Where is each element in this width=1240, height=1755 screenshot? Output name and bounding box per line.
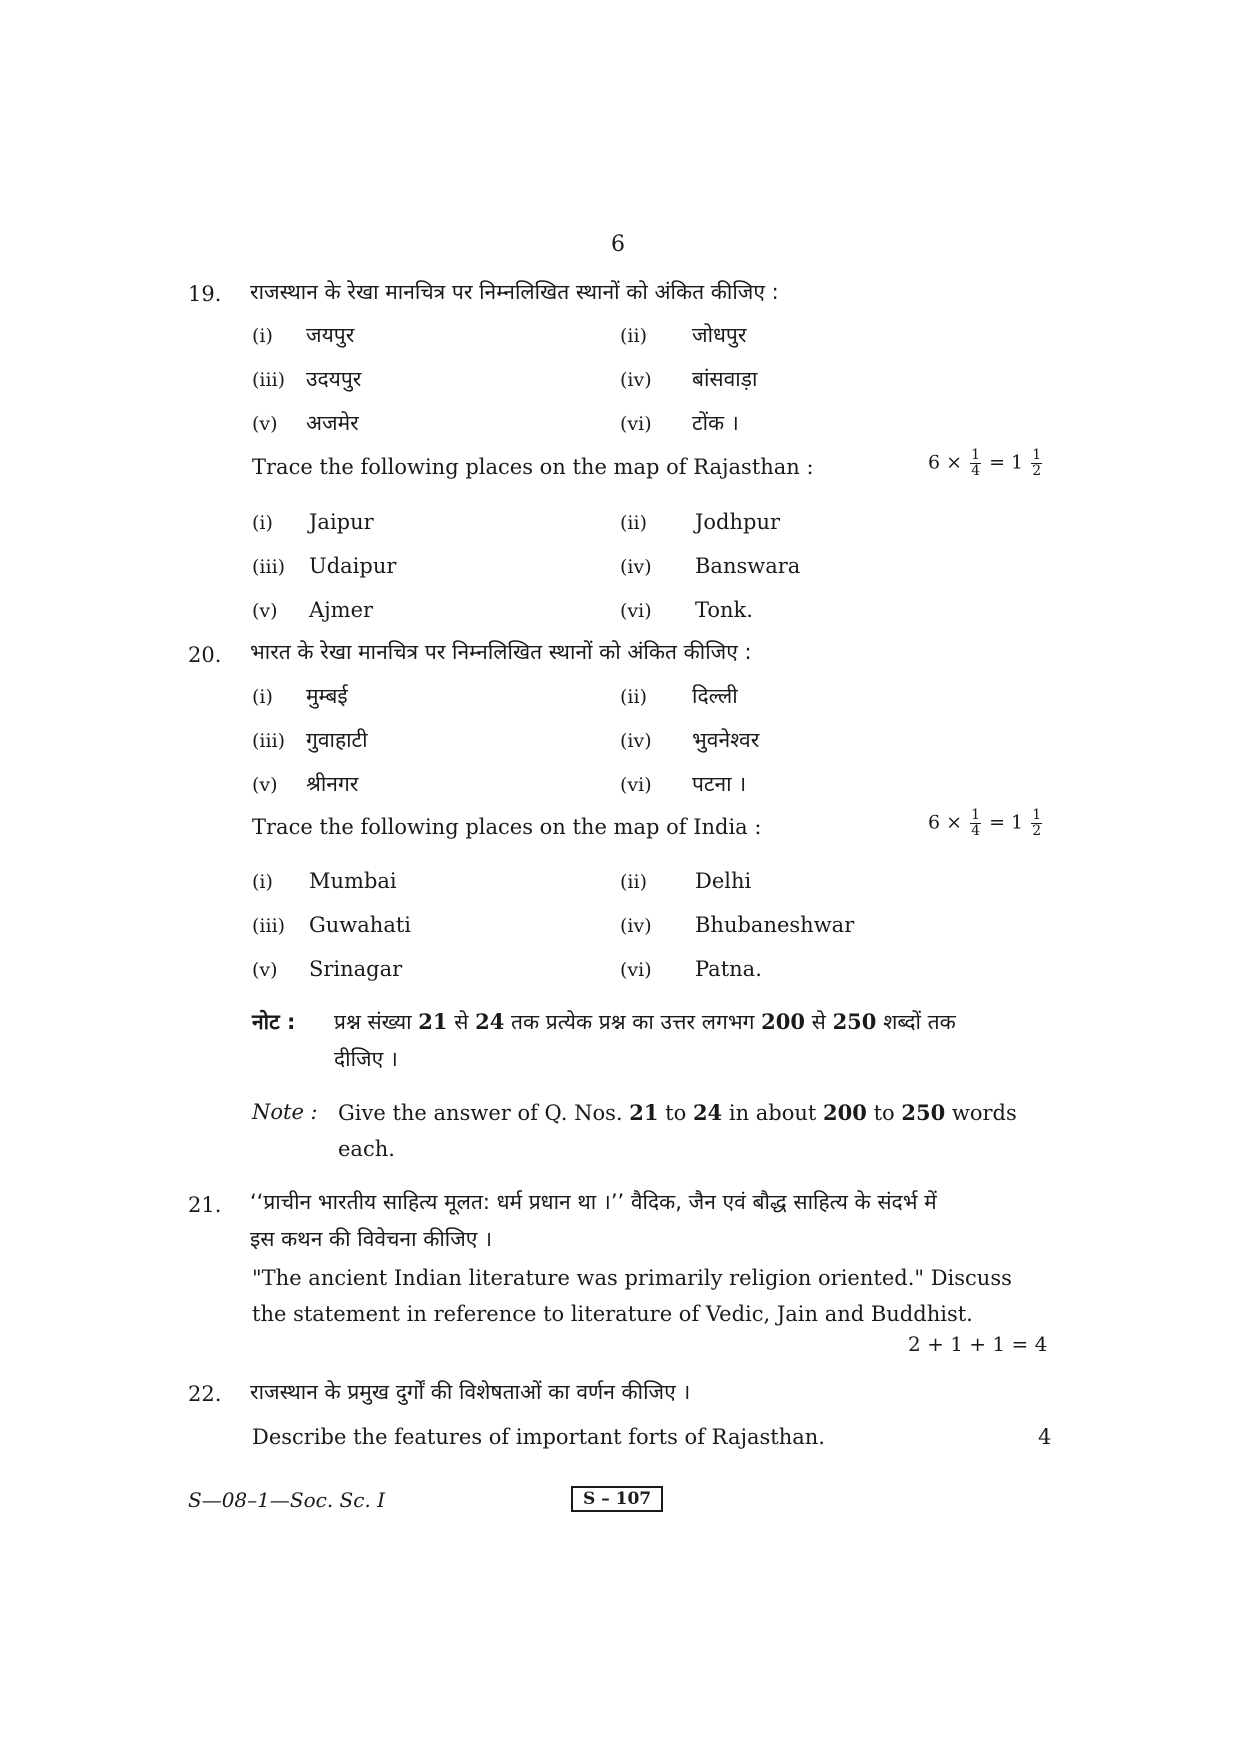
note-label: नोट : <box>252 1010 296 1034</box>
item-number: (iv) <box>620 730 652 752</box>
item-text-english: Jaipur <box>309 510 374 534</box>
question-text-english: Trace the following places on the map of India : <box>252 815 762 839</box>
fraction: $\frac{1}{2}$ <box>1032 447 1042 479</box>
item-number: (vi) <box>620 774 652 796</box>
item-text-hindi: जोधपुर <box>692 323 747 347</box>
item-text-english: Srinagar <box>309 957 403 981</box>
question-number: 22. <box>188 1382 222 1406</box>
item-number: (i) <box>252 686 273 708</box>
item-number: (vi) <box>620 413 652 435</box>
marks: 4 <box>1038 1425 1052 1449</box>
item-text-hindi: भुवनेश्वर <box>692 728 760 752</box>
item-text-english: Ajmer <box>309 598 374 622</box>
item-number: (iv) <box>620 556 652 578</box>
item-text-hindi: टोंक । <box>692 411 739 435</box>
item-number: (ii) <box>620 686 647 708</box>
item-text-english: Jodhpur <box>695 510 781 534</box>
item-number: (i) <box>252 871 273 893</box>
question-text-hindi-line1: ‘‘प्राचीन भारतीय साहित्य मूलत: धर्म प्रधान था ।’’ वैदिक, जैन एवं बौद्ध साहित्य के संदर्भ में <box>250 1190 937 1214</box>
serial-code-box: S – 107 <box>571 1486 663 1512</box>
item-number: (iv) <box>620 369 652 391</box>
fraction: $\frac{1}{2}$ <box>1032 807 1042 839</box>
marks: 2 + 1 + 1 = 4 <box>908 1332 1048 1356</box>
note-text-line2: दीजिए । <box>334 1047 398 1071</box>
item-text-hindi: बांसवाड़ा <box>692 367 758 391</box>
item-text-english: Patna. <box>695 957 762 981</box>
item-number: (iii) <box>252 556 286 578</box>
fraction: $\frac{1}{4}$ <box>971 447 981 479</box>
question-text-hindi: राजस्थान के प्रमुख दुर्गों की विशेषताओं का वर्णन कीजिए । <box>250 1380 691 1404</box>
item-number: (iii) <box>252 369 286 391</box>
item-text-english: Udaipur <box>309 554 397 578</box>
item-text-english: Tonk. <box>695 598 753 622</box>
item-number: (iii) <box>252 915 286 937</box>
item-text-english: Banswara <box>695 554 801 578</box>
item-text-hindi: पटना । <box>692 772 747 796</box>
marks-multiplier: 6 × <box>928 811 963 834</box>
marks-equals: = 1 <box>989 811 1024 834</box>
item-number: (i) <box>252 325 273 347</box>
item-text-english: Mumbai <box>309 869 397 893</box>
question-text-english-line2: the statement in reference to literature of Vedic, Jain and Buddhist. <box>252 1302 973 1326</box>
paper-code: S—08–1—Soc. Sc. I <box>188 1488 386 1512</box>
item-number: (ii) <box>620 871 647 893</box>
item-text-hindi: जयपुर <box>306 323 355 347</box>
item-number: (v) <box>252 774 278 796</box>
page-number: 6 <box>611 232 625 257</box>
marks-multiplier: 6 × <box>928 451 963 474</box>
item-text-hindi: अजमेर <box>306 411 359 435</box>
fraction: $\frac{1}{4}$ <box>971 807 981 839</box>
item-number: (vi) <box>620 959 652 981</box>
question-text-hindi: राजस्थान के रेखा मानचित्र पर निम्नलिखित स्थानों को अंकित कीजिए : <box>250 280 779 304</box>
marks <box>928 448 1044 479</box>
item-number: (ii) <box>620 512 647 534</box>
question-text-hindi-line2: इस कथन की विवेचना कीजिए । <box>250 1227 493 1251</box>
marks-equals: = 1 <box>989 451 1024 474</box>
note-text-line1: Give the answer of Q. Nos. 21 to 24 in about 200 to 250 words <box>338 1100 1017 1125</box>
item-text-hindi: मुम्बई <box>306 684 348 708</box>
question-text-english-line1: "The ancient Indian literature was primarily religion oriented." Discuss <box>252 1266 1012 1290</box>
item-number: (ii) <box>620 325 647 347</box>
item-text-hindi: दिल्ली <box>692 684 738 708</box>
question-text-english: Describe the features of important forts of Rajasthan. <box>252 1425 825 1449</box>
item-text-hindi: उदयपुर <box>306 367 362 391</box>
item-number: (v) <box>252 959 278 981</box>
question-number: 19. <box>188 282 222 306</box>
item-text-hindi: श्रीनगर <box>306 772 359 796</box>
item-text-hindi: गुवाहाटी <box>306 728 368 752</box>
note-text-line2: each. <box>338 1137 395 1161</box>
item-number: (iii) <box>252 730 286 752</box>
item-text-english: Guwahati <box>309 913 411 937</box>
item-text-english: Bhubaneshwar <box>695 913 855 937</box>
item-text-english: Delhi <box>695 869 752 893</box>
note-text-line1: प्रश्न संख्या 21 से 24 तक प्रत्येक प्रश्न का उत्तर लगभग 200 से 250 शब्दों तक <box>334 1009 956 1034</box>
marks <box>928 808 1044 839</box>
item-number: (v) <box>252 600 278 622</box>
question-number: 20. <box>188 643 222 667</box>
question-text-english: Trace the following places on the map of Rajasthan : <box>252 455 814 479</box>
question-text-hindi: भारत के रेखा मानचित्र पर निम्नलिखित स्थानों को अंकित कीजिए : <box>250 640 752 664</box>
item-number: (vi) <box>620 600 652 622</box>
item-number: (v) <box>252 413 278 435</box>
question-number: 21. <box>188 1193 222 1217</box>
item-number: (i) <box>252 512 273 534</box>
item-number: (iv) <box>620 915 652 937</box>
note-label: Note : <box>252 1100 318 1124</box>
